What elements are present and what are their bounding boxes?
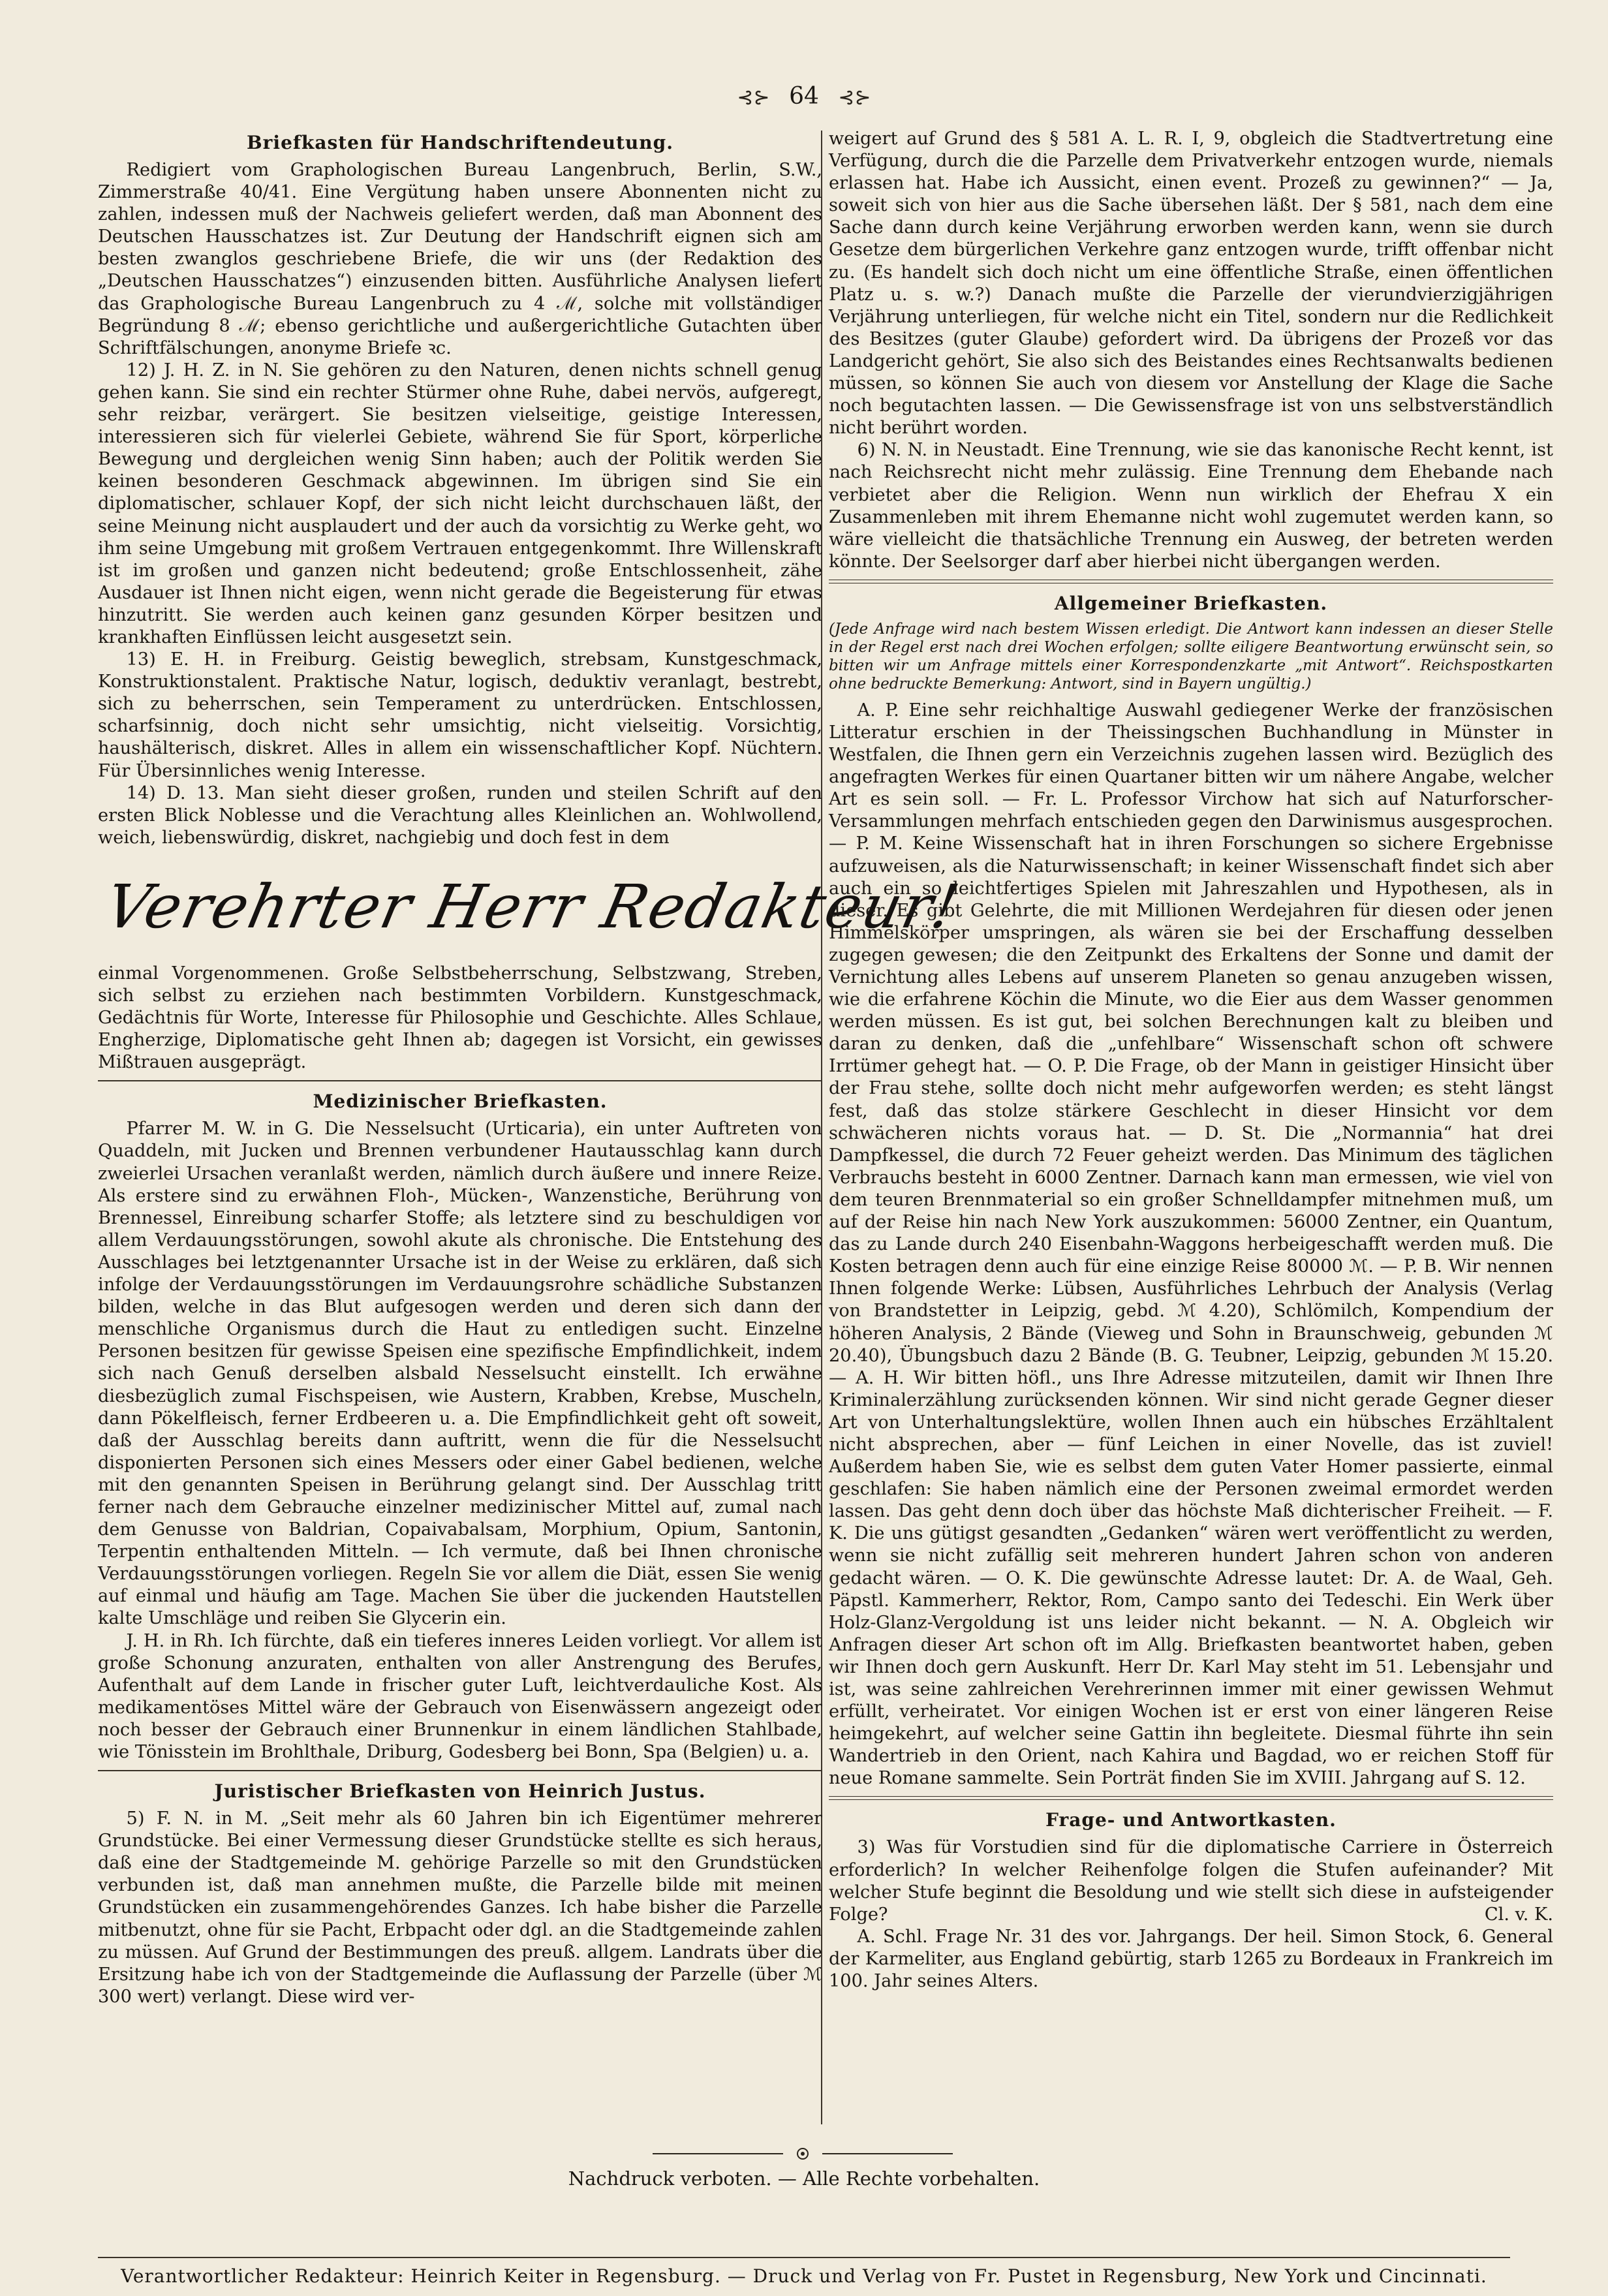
entry-13: 13) E. H. in Freiburg. Geistig beweglich, strebsam, Kunstgeschmack, Konstruktionstalent. Praktische Natur, logisch, deduktiv veranlagt, bestrebt, sich zu beherrschen, sein Temperament zu unterdrücken. Entschlossen, scharfsinnig, doch nicht sehr umsichtig, nicht vielseitig. Vorsichtig, haushälterisch, diskret. Alles in allem ein wissenschaftlicher Kopf. Nüchtern. Für Übersinnliches wenig Interesse. (98, 649, 822, 781)
section-title-handwriting: Briefkasten für Handschriftendeutung. (247, 132, 673, 153)
legal-entry-5-continued: weigert auf Grund des § 581 A. L. R. I, 9, obgleich die Stadtvertretung eine Verfügung, durch die die Parzelle dem Privatverkehr entzogen wurde, niemals erlassen hat. Habe ich Aussicht, einen event. Prozeß zu gewinnen?“ — Ja, soweit sich von hier aus die Sache übersehen läßt. Der § 581, nach dem eine Sache dann durch keine Verjährung erworben werden kann, wenn sie durch Gesetze dem bürgerlichen Verkehre ganz entzogen wurde, trifft offenbar nicht zu. (Es handelt sich doch nicht um eine öffentliche Straße, einen öffentlichen Platz u. s. w.?) Danach mußte die Parzelle der vierundvierzigjährigen Verjährung unterliegen, für welche nicht ein Titel, sondern nur die Redlichkeit des Besitzes (guter Glaube) gefordert wird. Da übrigens der Prozeß vor das Landgericht gehört, Sie also sich des Beistandes eines Rechtsanwalts bedienen müssen, so können Sie auch von diesem vor Anstellung der Klage die Sache noch begutachten lassen. — Die Gewissensfrage ist von uns selbstverständlich nicht berührt worden. (829, 129, 1553, 439)
general-entries: A. P. Eine sehr reichhaltige Auswahl gediegener Werke der französischen Litteratur erschien in der Theissingschen Buchhandlung in Münster in Westfalen, die Ihnen gern ein Verzeichnis zugehen lassen wird. Bezüglich des angefragten Werkes für einen Quartaner bitten wir um nähere Angabe, welcher Art es sein soll. — Fr. L. Professor Virchow hat sich auf Naturforscher-Versammlungen mehrfach entschieden gegen den Darwinismus ausgesprochen. — P. M. Keine Wissenschaft hat in ihren Forschungen so sichere Ergebnisse aufzuweisen, als die Naturwissenschaft; in keiner Wissenschaft findet sich aber auch ein so leichtfertiges Spielen mit Jahreszahlen und Hypothesen, als in dieser. Es gibt Gelehrte, die mit Millionen Werdejahren für diesen oder jenen Himmelskörper umspringen, als wären sie bei der Erschaffung desselben zugegen gewesen; die den Zeitpunkt des Erkaltens der Sonne und damit der Vernichtung alles Lebens auf unserem Planeten so genau anzugeben wissen, wie die erfahrene Köchin die Minute, wo die Eier aus dem Wasser genommen werden müssen. Es ist gut, bei solchen Berechnungen kalt zu bleiben und daran zu denken, daß die „unfehlbare“ Wissenschaft schon oft schwere Irrtümer gehegt hat. — O. P. Die Frage, ob der Mann in geistiger Hinsicht über der Frau stehe, sollte doch nicht mehr aufgeworfen werden; es steht längst fest, daß das stolze stärkere Geschlecht in dieser Hinsicht vor dem schwächeren nichts voraus hat. — D. St. Die „Normannia“ hat drei Dampfkessel, die durch 72 Feuer geheizt werden. Das Minimum des täglichen Verbrauchs besteht in 6000 Zentner. Darnach kann man ermessen, wie viel von dem teuren Brennmaterial so ein großer Schnelldampfer mitnehmen muß, um auf der Reise hin nach New York auszukommen: 56000 Zentner, ein Quantum, das zu Lande durch 240 Eisenbahn-Waggons herbeigeschafft werden muß. Die Kosten betragen denn auch für eine einzige Reise 80000 ℳ. — P. B. Wir nennen Ihnen folgende Werke: Lübsen, Ausführliches Lehrbuch der Analysis (Verlag von Brandstetter in Leipzig, gebd. ℳ 4.20), Schlömilch, Kompendium der höheren Analysis, 2 Bände (Vieweg und Sohn in Braunschweig, gebunden ℳ 20.40), Übungsbuch dazu 2 Bände (B. G. Teubner, Leipzig, gebunden ℳ 15.20. — A. H. Wir bitten höfl., uns Ihre Adresse mitzuteilen, damit wir Ihnen Ihre Kriminalerzählung zurücksenden können. Wir sind nicht gerade Gegner dieser Art von Unterhaltungslektüre, wollen Ihnen auch ein hübsches Erzähltalent nicht absprechen, aber — fünf Leichen in einer Novelle, das ist zuviel! Außerdem haben Sie, wie es selbst dem guten Vater Homer passierte, einmal geschlafen: Sie haben nämlich eine der Personen zweimal ermordet werden lassen. Das geht denn doch über das höchste Maß dichterischer Freiheit. — F. K. Die uns gütigst gesandten „Gedanken“ wären wert veröffentlicht zu werden, wenn sie nicht zufällig seit mehreren hundert Jahren schon von anderen gedacht wären. — O. K. Die gewünschte Adresse lautet: Dr. A. de Waal, Geh. Päpstl. Kammerherr, Rektor, Rom, Campo santo dei Tedeschi. Ein Werk über Holz-Glanz-Vergoldung ist uns leider nicht bekannt. — N. A. Obgleich wir Anfragen dieser Art schon oft im Allg. Briefkasten beantwortet haben, geben wir Ihnen doch gern Auskunft. Herr Dr. Karl May steht im 51. Lebensjahr und ist, was seine zahlreichen Verehrerinnen immer mit einer gewissen Wehmut erfüllt, verheiratet. Vor einigen Wochen ist er erst von einer längeren Reise heimgekehrt, auf welcher seine Gattin ihn begleitete. Diesmal führte ihn sein Wandertrieb in den Orient, nach Kahira und Bagdad, wo er reichen Stoff für neue Romane sammelte. Sein Porträt finden Sie im XVIII. Jahrgang auf S. 12. (829, 700, 1553, 1789)
legal-entry-6: 6) N. N. in Neustadt. Eine Trennung, wie sie das kanonische Recht kennt, ist nach Reichsrecht nicht mehr zulässig. Eine Trennung dem Ehebande nach verbietet aber die Religion. Wenn nun wirklich der Ehefrau X ein Zusammenleben mit ihrem Ehemanne nicht wohl zugemutet werden kann, so wäre vielleicht die thatsächliche Trennung ein Ausweg, der betreten werden könnte. Der Seelsorger darf aber hierbei nicht übergangen werden. (829, 440, 1553, 572)
imprint: Verantwortlicher Redakteur: Heinrich Keiter in Regensburg. — Druck und Verlag von Fr. Pustet in Regensburg, New York und Cincinnati. (121, 2265, 1487, 2287)
medical-entry-1: Pfarrer M. W. in G. Die Nesselsucht (Urticaria), ein unter Auftreten von Quaddeln, mit Jucken und Brennen verbundener Hautausschlag kann durch zweierlei Ursachen veranlaßt werden, nämlich durch äußere und innere Reize. Als erstere sind zu erwähnen Floh-, Mücken-, Wanzenstiche, Berührung von Brennessel, Einreibung scharfer Stoffe; als letztere sind zu beschuldigen vor allem Verdauungsstörungen, sowohl akute als chronische. Die Entstehung des Ausschlages bei letztgenannter Ursache ist in der Weise zu erklären, daß sich infolge der Verdauungsstörungen im Verdauungsrohre schädliche Substanzen bilden, welche in das Blut aufgesogen werden und deren sich dann der menschliche Organismus durch die Haut zu entledigen sucht. Einzelne Personen besitzen für gewisse Speisen eine spezifische Empfindlichkeit, indem sich nach Genuß derselben alsbald Nesselsucht einstellt. Ich erwähne diesbezüglich zumal Fischspeisen, wie Austern, Krabben, Krebse, Muscheln, dann Pökelfleisch, ferner Erdbeeren u. a. Die Empfindlichkeit geht oft soweit, daß der Ausschlag bereits dann auftritt, wenn die für die Nesselsucht disponierten Personen sich eines Messers oder einer Gabel bedienen, welche mit den genannten Speisen in Berührung gelangt sind. Der Ausschlag tritt ferner nach dem Gebrauche einzelner medizinischer Mittel auf, zumal nach dem Genusse von Baldrian, Copaivabalsam, Morphium, Opium, Santonin, Terpentin enthaltenden Mitteln. — Ich vermute, daß bei Ihnen chronische Verdauungsstörungen vorliegen. Regeln Sie vor allem die Diät, essen Sie wenig auf einmal und häufig am Tage. Machen Sie über die juckenden Hautstellen kalte Umschläge und reiben Sie Glycerin ein. (98, 1119, 822, 1629)
section-rule (829, 580, 1553, 583)
page-header (0, 77, 1608, 116)
handwriting-text: Verehrter Herr Redakteur! (99, 871, 966, 942)
reprint-notice: Nachdruck verboten. — Alle Rechte vorbehalten. (568, 2167, 1040, 2190)
handwriting-intro: Redigiert vom Graphologischen Bureau Langenbruch, Berlin, S.W., Zimmerstraße 40/41. Eine Vergütung haben unsere Abonnenten nicht zu zahlen, indessen muß der Nachweis geliefert werden, daß man Abonnent des Deutschen Hausschatzes ist. Zur Deutung der Handschrift eignen sich am besten zwanglos geschriebene Briefe, die wir uns (der Redaktion des „Deutschen Hausschatzes“) einzusenden bitten. Ausführliche Analysen liefert das Graphologische Bureau Langenbruch zu 4 ℳ, solche mit vollständiger Begründung 8 ℳ; ebenso gerichtliche und außergerichtliche Gutachten über Schriftfälschungen, anonyme Briefe ꝛc. (98, 160, 822, 358)
page-number: 64 (789, 83, 819, 110)
imprint-rule (98, 2257, 1510, 2258)
section-rule (829, 1796, 1553, 1800)
entry-14: 14) D. 13. Man sieht dieser großen, runden und steilen Schrift auf den ersten Blick Noblesse und die Verachtung alles Kleinlichen an. Wohlwollend, weich, liebenswürdig, diskret, nachgiebig und doch fest in dem (98, 783, 822, 848)
question-3 (829, 1837, 1553, 1925)
medical-entry-2: J. H. in Rh. Ich fürchte, daß ein tieferes inneres Leiden vorliegt. Vor allem ist große Schonung anzuraten, enthalten von aller Anstrengung des Berufes, Aufenthalt auf dem Lande in frischer guter Luft, leichtverdauliche Kost. Als medikamentöses Mittel wäre der Gebrauch von Eisenwässern angezeigt oder noch besser der Gebrauch einer Brunnenkur in einem ländlichen Stahlbade, wie Tönisstein im Brohlthale, Driburg, Godesberg bei Bonn, Spa (Belgien) u. a. (98, 1630, 822, 1762)
question-3-text: 3) Was für Vorstudien sind für die diplomatische Carriere in Österreich erforderlich? In welcher Reihenfolge folgen die Stufen aufeinander? Mit welcher Stufe beginnt die Besoldung und wie stellt sich diese in aufsteigender Folge? (829, 1837, 1553, 1925)
section-title-legal: Juristischer Briefkasten von Heinrich Justus. (214, 1780, 706, 1803)
general-note: (Jede Anfrage wird nach bestem Wissen erledigt. Die Antwort kann indessen an dieser Stelle in der Regel erst nach drei Wochen erfolgen; sollte eiligere Beantwortung erwünscht sein, so bitten wir um Anfrage mittels einer Korrespondenzkarte „mit Antwort“. Reichspostkarten ohne bedruckte Bemerkung: Antwort, sind in Bayern ungültig.) (829, 620, 1553, 692)
right-column (829, 128, 1553, 2151)
legal-entry-5: 5) F. N. in M. „Seit mehr als 60 Jahren bin ich Eigentümer mehrerer Grundstücke. Bei einer Vermessung dieser Grundstücke stellte es sich heraus, daß eine der Stadtgemeinde M. gehörige Parzelle so mit den Grundstücken verbunden ist, daß man annehmen mußte, die Parzelle bilde mit meinen Grundstücken ein zusammengehörendes Ganzes. Ich habe bisher die Parzelle mitbenutzt, ohne für sie Pacht, Erbpacht oder dgl. an die Stadtgemeinde zahlen zu müssen. Auf Grund der Bestimmungen des preuß. allgem. Landrats über die Ersitzung habe ich von der Stadtgemeinde die Auflassung der Parzelle (über ℳ 300 wert) verlangt. Diese wird ver- (98, 1808, 822, 2007)
section-rule (98, 1770, 822, 1771)
left-column (98, 128, 966, 2151)
entry-14-continued: einmal Vorgenommenen. Große Selbstbeherrschung, Selbstzwang, Streben, sich selbst zu erziehen nach bestimmten Vorbildern. Kunstgeschmack, Gedächtnis für Worte, Interesse für Philosophie und Geschichte. Alles Schlaue, Engherzige, Diplomatische geht Ihnen ab; dagegen ist Vorsicht, ein gewisses Mißtrauen ausgeprägt. (98, 963, 822, 1073)
entry-12: 12) J. H. Z. in N. Sie gehören zu den Naturen, denen nichts schnell genug gehen kann. Sie sind ein rechter Stürmer ohne Ruhe, dabei nervös, aufgeregt, sehr reizbar, verärgert. Sie besitzen vielseitige, geistige Interessen, interessieren sich für vielerlei Gebiete, während Sie für Sport, körperliche Bewegung und dergleichen wenig Sinn haben; auch der Politik werden Sie keinen besonderen Geschmack abgewinnen. Im übrigen sind Sie ein diplomatischer, schlauer Kopf, der sich nicht leicht durchschauen läßt, der seine Meinung nicht ausplaudert und der auch da vorsichtig zu Werke geht, wo ihm seine Umgebung mit großem Vertrauen entgegenkommt. Ihre Willenskraft ist im großen und ganzen nicht bedeutend; große Entschlossenheit, zähe Ausdauer ist Ihnen nicht eigen, wenn nicht gerade die Begeisterung für etwas hinzutritt. Sie werden auch keinen ganz gesunden Körper besitzen und krankhaften Einflüssen leicht ausgesetzt sein. (98, 360, 822, 647)
section-title-qa: Frage- und Antwortkasten. (1045, 1809, 1337, 1831)
answer-31: A. Schl. Frage Nr. 31 des vor. Jahrgangs. Der heil. Simon Stock, 6. General der Karmeliter, aus England gebürtig, starb 1265 zu Bordeaux in Frankreich im 100. Jahr seines Alters. (829, 1926, 1553, 1992)
section-title-general: Allgemeiner Briefkasten. (1054, 592, 1328, 614)
handwriting-sample (98, 856, 966, 960)
question-3-signature: Cl. v. K. (1484, 1904, 1553, 1925)
ornament-left-icon: ⊰⊱ (737, 86, 770, 109)
section-title-medical: Medizinischer Briefkasten. (313, 1091, 608, 1113)
section-rule (98, 1080, 822, 1081)
footer-ornament-icon (653, 2146, 953, 2162)
ornament-right-icon: ⊰⊱ (838, 86, 871, 109)
